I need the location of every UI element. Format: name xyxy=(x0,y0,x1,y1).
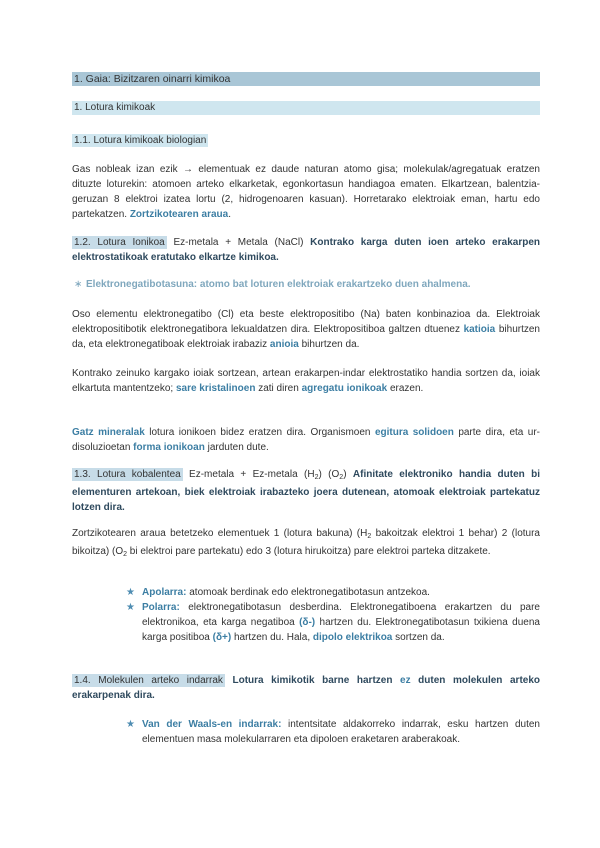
subscript: 2 xyxy=(314,474,319,481)
text: Ez-metala + Ez-metala (H xyxy=(182,469,315,480)
text: bi elektroi pare partekatu) edo 3 (lotura hirukoitza) pare elektroi parteka ditzakete. xyxy=(127,546,491,557)
text: hartzen du. Hala, xyxy=(231,632,313,643)
term-apolarra: Apolarra: xyxy=(142,587,187,598)
text: parte dira, eta ur-disoluzioetan xyxy=(72,427,541,453)
paragraph-ionic-2 xyxy=(72,366,540,396)
section-heading-1: 1. Lotura kimikoak xyxy=(72,101,540,115)
definition: Kontrako karga duten ioen arteko erakarpen elektrostatikoak eratutako elkartze kimikoa. xyxy=(72,237,540,263)
heading-1-1-label: 1.1. Lotura kimikoak biologian xyxy=(74,135,207,146)
text: Oso elementu elektronegatibo (Cl) eta beste elektropositibo (Na) baten konbinazioa da. Elektroiak elektropositibotik elektronegatibora lekualdatzen dira. Elektropositiboa galtzen dtuenez xyxy=(72,309,540,335)
text: atomoak berdinak edo elektronegatibotasun antzekoa. xyxy=(186,587,430,598)
text: ) (O xyxy=(318,469,340,480)
paragraph-ionic-3 xyxy=(72,425,540,455)
text: . xyxy=(228,209,231,220)
paragraph-1-1 xyxy=(72,162,540,222)
rule-term: Zortzikotearen araua xyxy=(129,209,229,220)
text: ) xyxy=(343,469,353,480)
electroneg-text: Elektronegatibotasuna: atomo bat loturen elektroiak erakartzeko duen ahalmena. xyxy=(86,279,471,290)
paragraph-1-3-intro xyxy=(72,467,540,515)
heading-1-3-label: 1.3. Lotura kobalentea xyxy=(74,469,181,480)
bullet-polarra xyxy=(126,600,540,645)
star-icon: ★ xyxy=(126,719,135,730)
paragraph-1-2-intro xyxy=(72,235,540,265)
chapter-title: 1. Gaia: Bizitzaren oinarri kimikoa xyxy=(72,72,540,86)
subscript: 2 xyxy=(339,474,344,481)
text: jarduten dute. xyxy=(207,442,269,453)
definition: duten molekulen arteko erakarpenak dira. xyxy=(72,675,541,701)
bullet-apolarra xyxy=(126,585,540,600)
text: hartzen du. Elektronegatibotasun txikiena duena karga positiboa xyxy=(142,617,540,643)
term-polarra: Polarra: xyxy=(142,602,180,613)
term-katioia: katioia xyxy=(463,324,496,335)
text: zati diren xyxy=(258,383,299,394)
star-icon: ★ xyxy=(126,602,135,613)
star-icon: ★ xyxy=(126,587,135,598)
subscript: 2 xyxy=(123,551,128,558)
text: Zortzikotearen araua betetzeko elementuek 1 (lotura bakuna) (H xyxy=(72,528,368,539)
section-heading-1-1 xyxy=(72,133,540,148)
delta-negative: (δ-) xyxy=(299,617,316,628)
term-forma: forma ionikoan xyxy=(133,442,205,453)
delta-positive: (δ+) xyxy=(212,632,232,643)
term-anioia: anioia xyxy=(269,339,299,350)
text: Kontrako zeinuko kargako ioiak sortzean, artean erakarpen-indar elektrostatiko handia sortzen da, ioiak elkartuta mantentzeko; xyxy=(72,368,540,394)
definition: Lotura kimikotik barne hartzen xyxy=(232,675,393,686)
paragraph-1-4-intro xyxy=(72,673,540,703)
text: sortzen da. xyxy=(392,632,445,643)
heading-1-4-label: 1.4. Molekulen arteko indarrak xyxy=(74,675,223,686)
intermolecular-bullets xyxy=(126,717,540,747)
term-egitura: egitura solidoen xyxy=(374,427,454,438)
covalent-bullets xyxy=(126,585,540,645)
text: bihurtzen da. xyxy=(301,339,360,350)
term-sare: sare kristalinoen xyxy=(175,383,256,394)
text: elektronegatibotasun desberdina. Elektronegatiboena erakartzen du pare elektronikoa, eta karga negatiboa xyxy=(142,602,540,628)
term-ez: ez xyxy=(400,675,411,686)
term-dipolo: dipolo elektrikoa xyxy=(312,632,393,643)
text: intentsitate aldakorreko indarrak, esku hartzen duten elementuen masa molekularraren eta dipoloen eraketaren araberakoak. xyxy=(142,719,540,745)
text: bakoitzak elektroi 1 behar) 2 (lotura bikoitza) (O xyxy=(72,528,540,557)
text: erazen. xyxy=(389,383,424,394)
electronegativity-note xyxy=(72,277,542,292)
term-agregatu: agregatu ionikoak xyxy=(301,383,388,394)
paragraph-covalent-1 xyxy=(72,526,540,562)
subscript: 2 xyxy=(367,533,372,540)
text: bihurtzen da, eta elektronegatiboak elektroiak irabaziz xyxy=(72,324,540,350)
term-gatz: Gatz mineralak xyxy=(72,427,145,438)
text: lotura ionikoen bidez eratzen dira. Organismoen xyxy=(149,427,371,438)
bullet-van-der-waals xyxy=(126,717,540,747)
formula: Ez-metala + Metala (NaCl) xyxy=(166,237,311,248)
definition: Afinitate elektroniko handia duten bi elementuren artekoan, biek elektroiak irabazteko joera dutenean, atomoak elektroiak partekatuz lotzen dira. xyxy=(72,469,541,513)
heading-1-2-label: 1.2. Lotura Ionikoa xyxy=(74,237,165,248)
paragraph-ionic-1 xyxy=(72,307,540,352)
asterisk-icon: ∗ xyxy=(74,279,83,290)
term-van-der-waals: Van der Waals-en indarrak: xyxy=(142,719,282,730)
text: Gas nobleak izan ezik → elementuak ez daude naturan atomo gisa; molekulak/agregatuak eratzen dituzte loturekin: atomoen arteko elkarketak, egonkortasun handiagoa ematen. Elkartzean, balentzia-geruzan 8 elektroi izatea lortu (2, hidrogenoaren kasuan). Horretarako elektroiak eman, hartu edo partekatzen. xyxy=(72,164,540,220)
